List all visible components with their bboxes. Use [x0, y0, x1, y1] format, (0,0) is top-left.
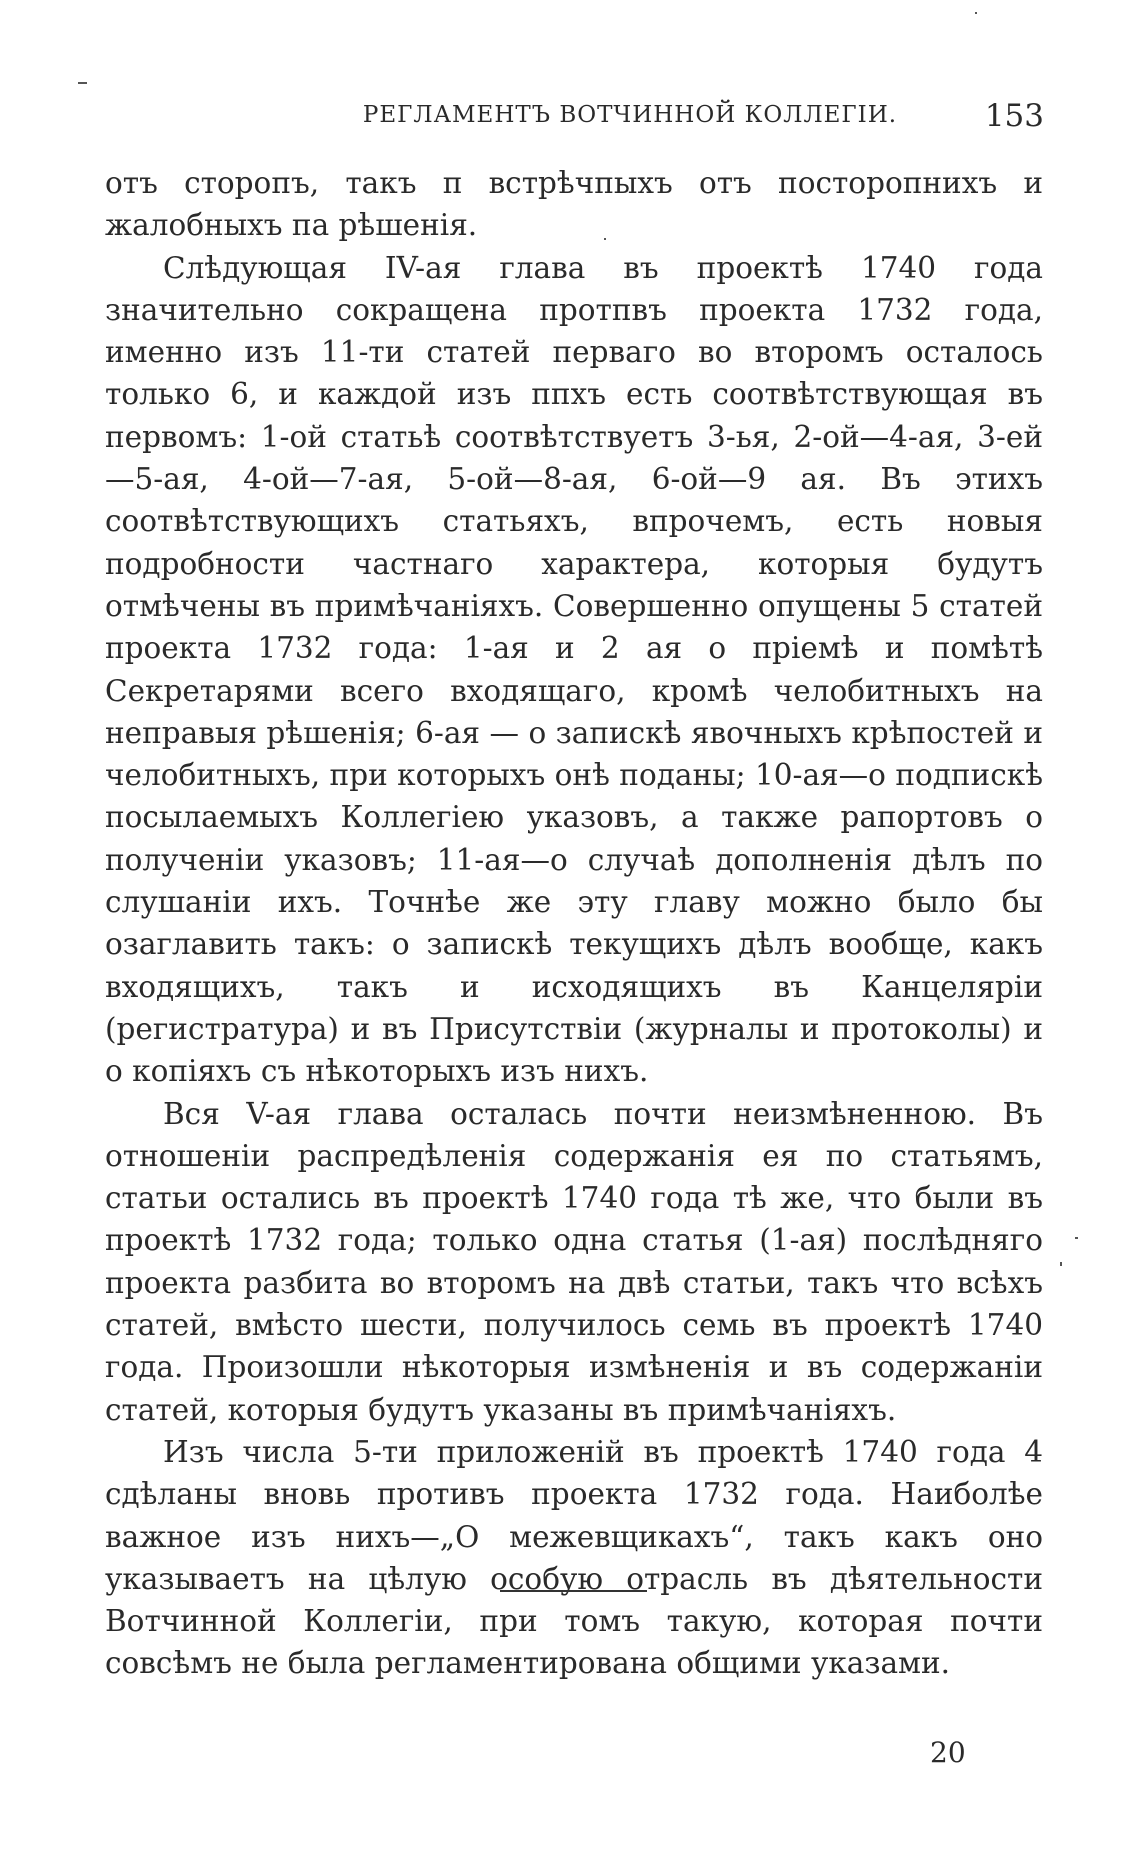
running-title: РЕГЛАМЕНТЪ ВОТЧИННОЙ КОЛЛЕГІИ. [362, 102, 898, 128]
body-text [105, 162, 1043, 1685]
paragraph: Изъ числа 5-ти приложеній въ проектѣ 1740 года 4 сдѣланы вновь противъ проекта 1732 года. Наиболѣе важное изъ нихъ—„О межевщикахъ“, такъ какъ оно указываетъ на цѣлую особую отрасль въ дѣятельности Вотчинной Коллегіи, при томъ такую, которая почти совсѣмъ не была регламентирована общими указами. [105, 1434, 1043, 1681]
scan-speck [78, 82, 87, 84]
page-header [96, 98, 1044, 138]
paragraph: Слѣдующая IV-ая глава въ проектѣ 1740 года значительно сокращена протпвъ проекта 1732 года, именно изъ 11-ти статей перваго во второмъ осталось только 6, и каждой изъ ппхъ есть соотвѣтствующая въ первомъ: 1-ой статьѣ соотвѣтствуетъ 3-ья, 2-ой—4-ая, 3-ей—5-ая, 4-ой—7-ая, 5-ой—8-ая, 6-ой—9 ая. Въ этихъ соотвѣтствующихъ статьяхъ, впрочемъ, есть новыя подробности частнаго характера, которыя будутъ отмѣчены въ примѣчаніяхъ. Совершенно опущены 5 статей проекта 1732 года: 1-ая и 2 ая о пріемѣ и помѣтѣ Секретарями всего входящаго, кромѣ челобитныхъ на неправыя рѣшенія; 6-ая — о запискѣ явочныхъ крѣпостей и челобитныхъ, при которыхъ онѣ поданы; 10-ая—о подпискѣ посылаемыхъ Коллегіею указовъ, а также рапортовъ о полученіи указовъ; 11-ая—о случаѣ дополненія дѣлъ по слушаніи ихъ. Точнѣе же эту главу можно было бы озаглавить такъ: о запискѣ текущихъ дѣлъ вообще, какъ входящихъ, такъ и исходящихъ въ Канцеляріи (регистратура) и въ Присутствіи (журналы и протоколы) и о копіяхъ съ нѣкоторыхъ изъ нихъ. [105, 250, 1043, 1089]
scan-speck [975, 12, 977, 14]
section-end-rule [500, 1590, 647, 1592]
scan-speck [1075, 1237, 1078, 1239]
scan-speck [1060, 1262, 1062, 1266]
scan-speck [604, 238, 606, 240]
page-number: 153 [984, 98, 1044, 134]
signature-mark: 20 [930, 1736, 966, 1769]
paragraph: отъ сторопъ, такъ п встрѣчпыхъ отъ посторопнихъ и жалобныхъ па рѣшенія. [105, 166, 1043, 243]
paragraph: Вся V-ая глава осталась почти неизмѣненною. Въ отношеніи распредѣленія содержанія ея по статьямъ, статьи остались въ проектѣ 1740 года тѣ же, что были въ проектѣ 1732 года; только одна статья (1-ая) послѣдняго проекта разбита во второмъ на двѣ статьи, такъ что всѣхъ статей, вмѣсто шести, получилось семь въ проектѣ 1740 года. Произошли нѣкоторыя измѣненія и въ содержаніи статей, которыя будутъ указаны въ примѣчаніяхъ. [105, 1096, 1043, 1427]
